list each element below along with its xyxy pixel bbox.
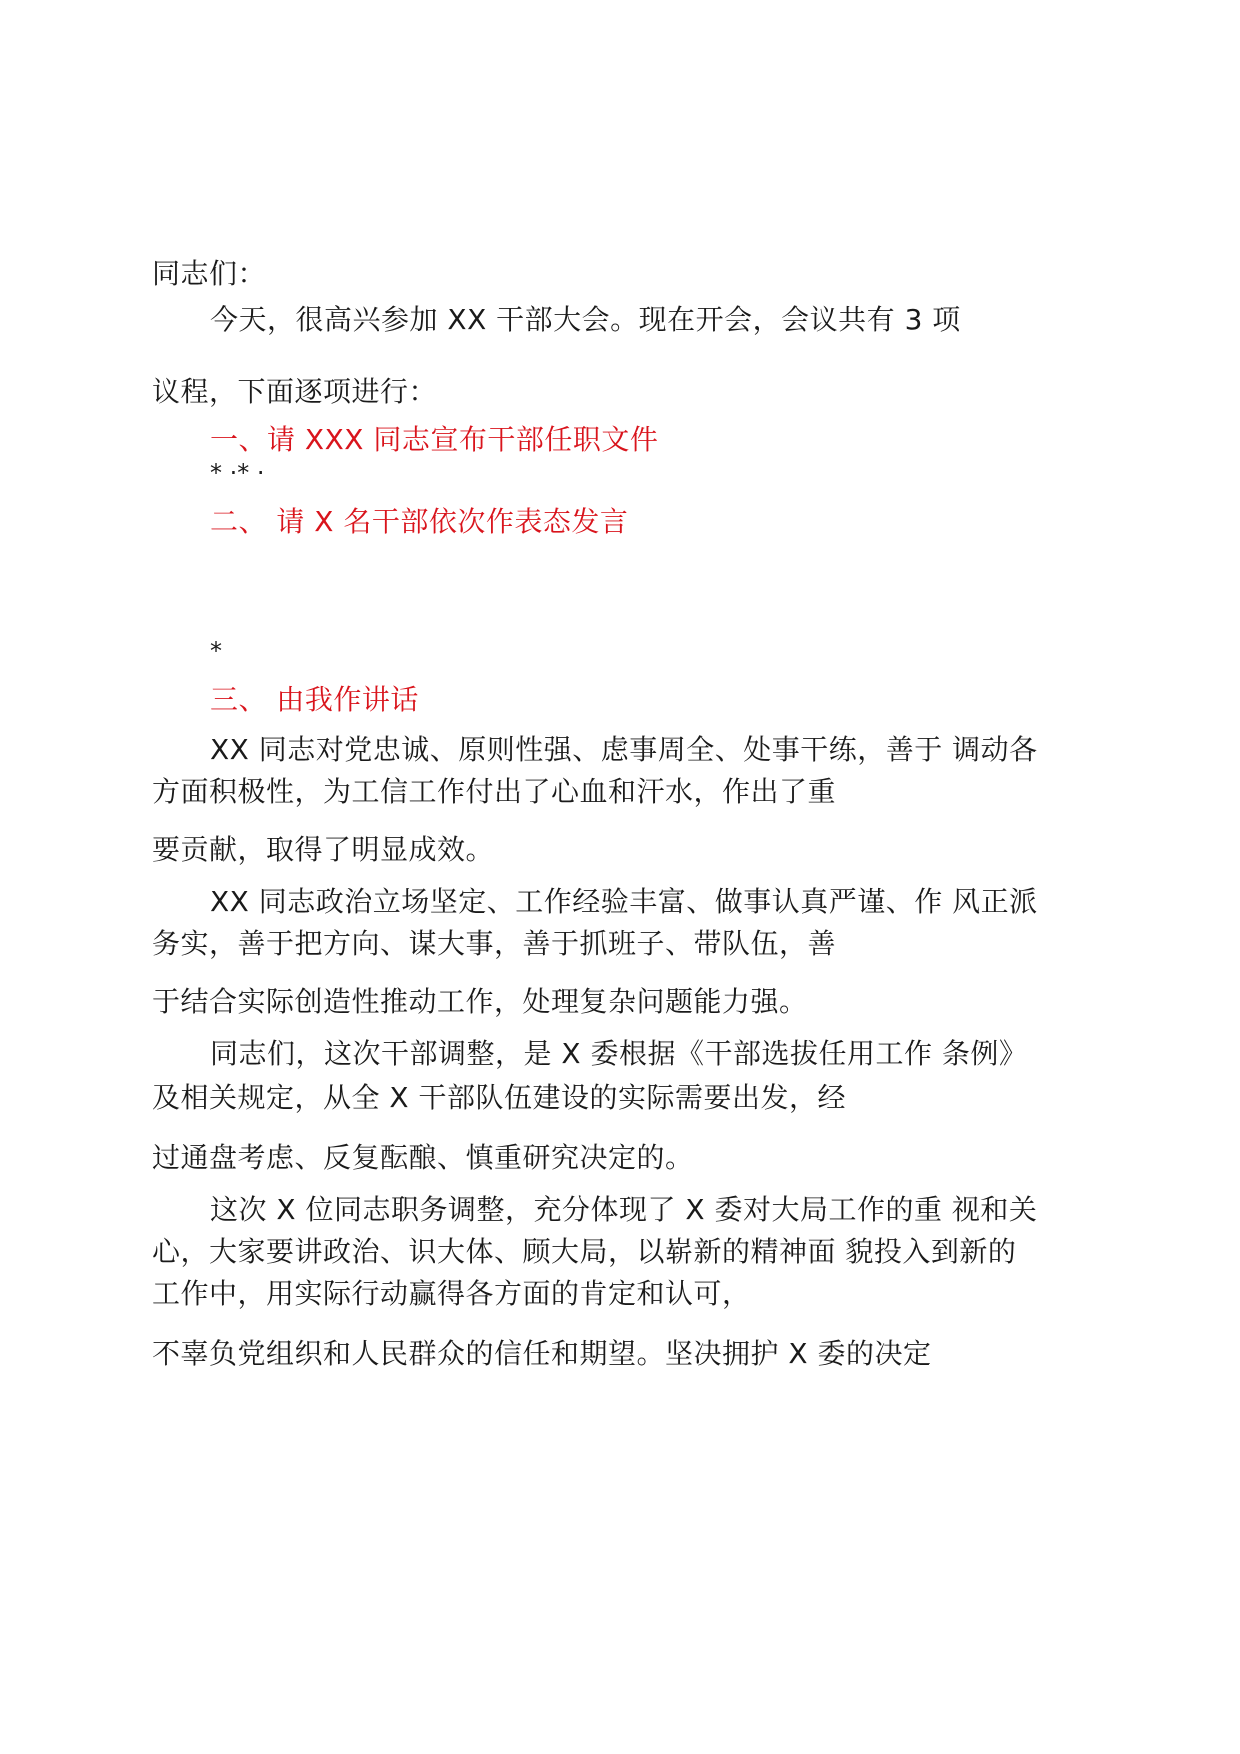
intro-line-1: 今天，很高兴参加 XX 干部大会。现在开会，会议共有 3 项 xyxy=(210,303,961,336)
paragraph-4-line-4: 不辜负党组织和人民群众的信任和期望。坚决拥护 X 委的决定 xyxy=(152,1337,932,1370)
agenda-item-1: 一、请 XXX 同志宣布干部任职文件 xyxy=(210,423,659,456)
agenda-marks-1: * ·* · xyxy=(210,459,265,487)
intro-line-2: 议程，下面逐项进行： xyxy=(152,375,438,408)
paragraph-1-line-3: 要贡献，取得了明显成效。 xyxy=(152,833,495,866)
paragraph-1-line-1: XX 同志对党忠诚、原则性强、虑事周全、处事干练，善于 调动各 xyxy=(210,733,1038,766)
salutation: 同志们： xyxy=(152,257,267,290)
agenda-item-2: 二、 请 X 名干部依次作表态发言 xyxy=(210,505,629,538)
paragraph-3-line-1: 同志们，这次干部调整，是 X 委根据《干部选拔任用工作 条例》 xyxy=(210,1037,1028,1070)
agenda-marks-2: * xyxy=(210,637,222,665)
paragraph-2-line-1: XX 同志政治立场坚定、工作经验丰富、做事认真严谨、作 风正派 xyxy=(210,885,1038,918)
paragraph-4-line-2: 心，大家要讲政治、识大体、顾大局，以崭新的精神面 貌投入到新的 xyxy=(152,1235,1017,1268)
paragraph-3-line-2: 及相关规定，从全 X 干部队伍建设的实际需要出发，经 xyxy=(152,1081,846,1114)
paragraph-2-line-3: 于结合实际创造性推动工作，处理复杂问题能力强。 xyxy=(152,985,808,1018)
paragraph-2-line-2: 务实，善于把方向、谋大事，善于抓班子、带队伍，善 xyxy=(152,927,837,960)
paragraph-1-line-2: 方面积极性，为工信工作付出了心血和汗水，作出了重 xyxy=(152,775,837,808)
paragraph-3-line-3: 过通盘考虑、反复酝酿、慎重研究决定的。 xyxy=(152,1141,694,1174)
agenda-item-3: 三、 由我作讲话 xyxy=(210,683,419,716)
paragraph-4-line-3: 工作中，用实际行动赢得各方面的肯定和认可， xyxy=(152,1277,751,1310)
paragraph-4-line-1: 这次 X 位同志职务调整，充分体现了 X 委对大局工作的重 视和关 xyxy=(210,1193,1038,1226)
